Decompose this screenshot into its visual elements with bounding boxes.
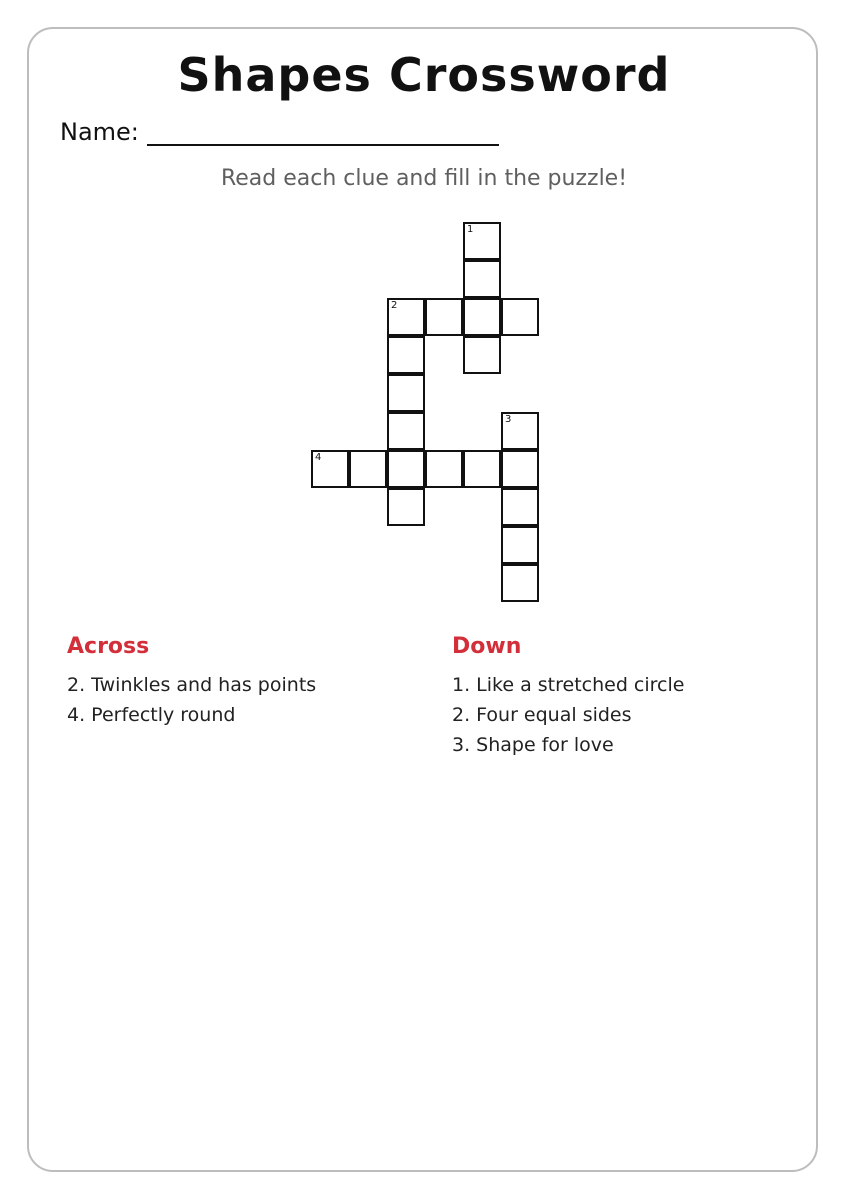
clue-number: 3 <box>505 414 512 425</box>
clue-number: 2 <box>391 300 398 311</box>
crossword-cell[interactable] <box>387 374 425 412</box>
name-label: Name: <box>60 118 139 146</box>
crossword-cell[interactable] <box>463 298 501 336</box>
down-clue: 1. Like a stretched circle <box>452 674 685 696</box>
crossword-cell[interactable] <box>463 260 501 298</box>
crossword-cell[interactable] <box>463 222 501 260</box>
crossword-cell[interactable] <box>501 564 539 602</box>
name-row <box>60 118 499 146</box>
across-clues <box>67 632 316 730</box>
crossword-cell[interactable] <box>501 298 539 336</box>
crossword-cell[interactable] <box>501 526 539 564</box>
crossword-cell[interactable] <box>425 450 463 488</box>
name-field[interactable] <box>147 118 499 146</box>
crossword-cell[interactable] <box>387 488 425 526</box>
down-heading: Down <box>452 634 522 659</box>
crossword-cell[interactable] <box>349 450 387 488</box>
page-title: Shapes Crossword <box>177 48 671 102</box>
across-clue: 4. Perfectly round <box>67 704 236 726</box>
crossword-cell[interactable] <box>311 450 349 488</box>
instructions: Read each clue and fill in the puzzle! <box>220 166 628 191</box>
crossword-cell[interactable] <box>463 336 501 374</box>
crossword-cell[interactable] <box>501 412 539 450</box>
crossword-cell[interactable] <box>387 450 425 488</box>
clue-number: 1 <box>467 224 474 235</box>
crossword-cell[interactable] <box>501 488 539 526</box>
down-clues <box>452 632 684 760</box>
crossword-cell[interactable] <box>387 412 425 450</box>
crossword-cell[interactable] <box>463 450 501 488</box>
crossword-cell[interactable] <box>425 298 463 336</box>
crossword-cell[interactable] <box>387 336 425 374</box>
down-clue: 2. Four equal sides <box>452 704 632 726</box>
across-clue: 2. Twinkles and has points <box>67 674 317 696</box>
down-clue: 3. Shape for love <box>452 734 614 756</box>
crossword-cell[interactable] <box>501 450 539 488</box>
crossword-cell[interactable] <box>387 298 425 336</box>
across-heading: Across <box>67 634 150 659</box>
clue-number: 4 <box>315 452 322 463</box>
worksheet-border <box>27 27 818 1172</box>
